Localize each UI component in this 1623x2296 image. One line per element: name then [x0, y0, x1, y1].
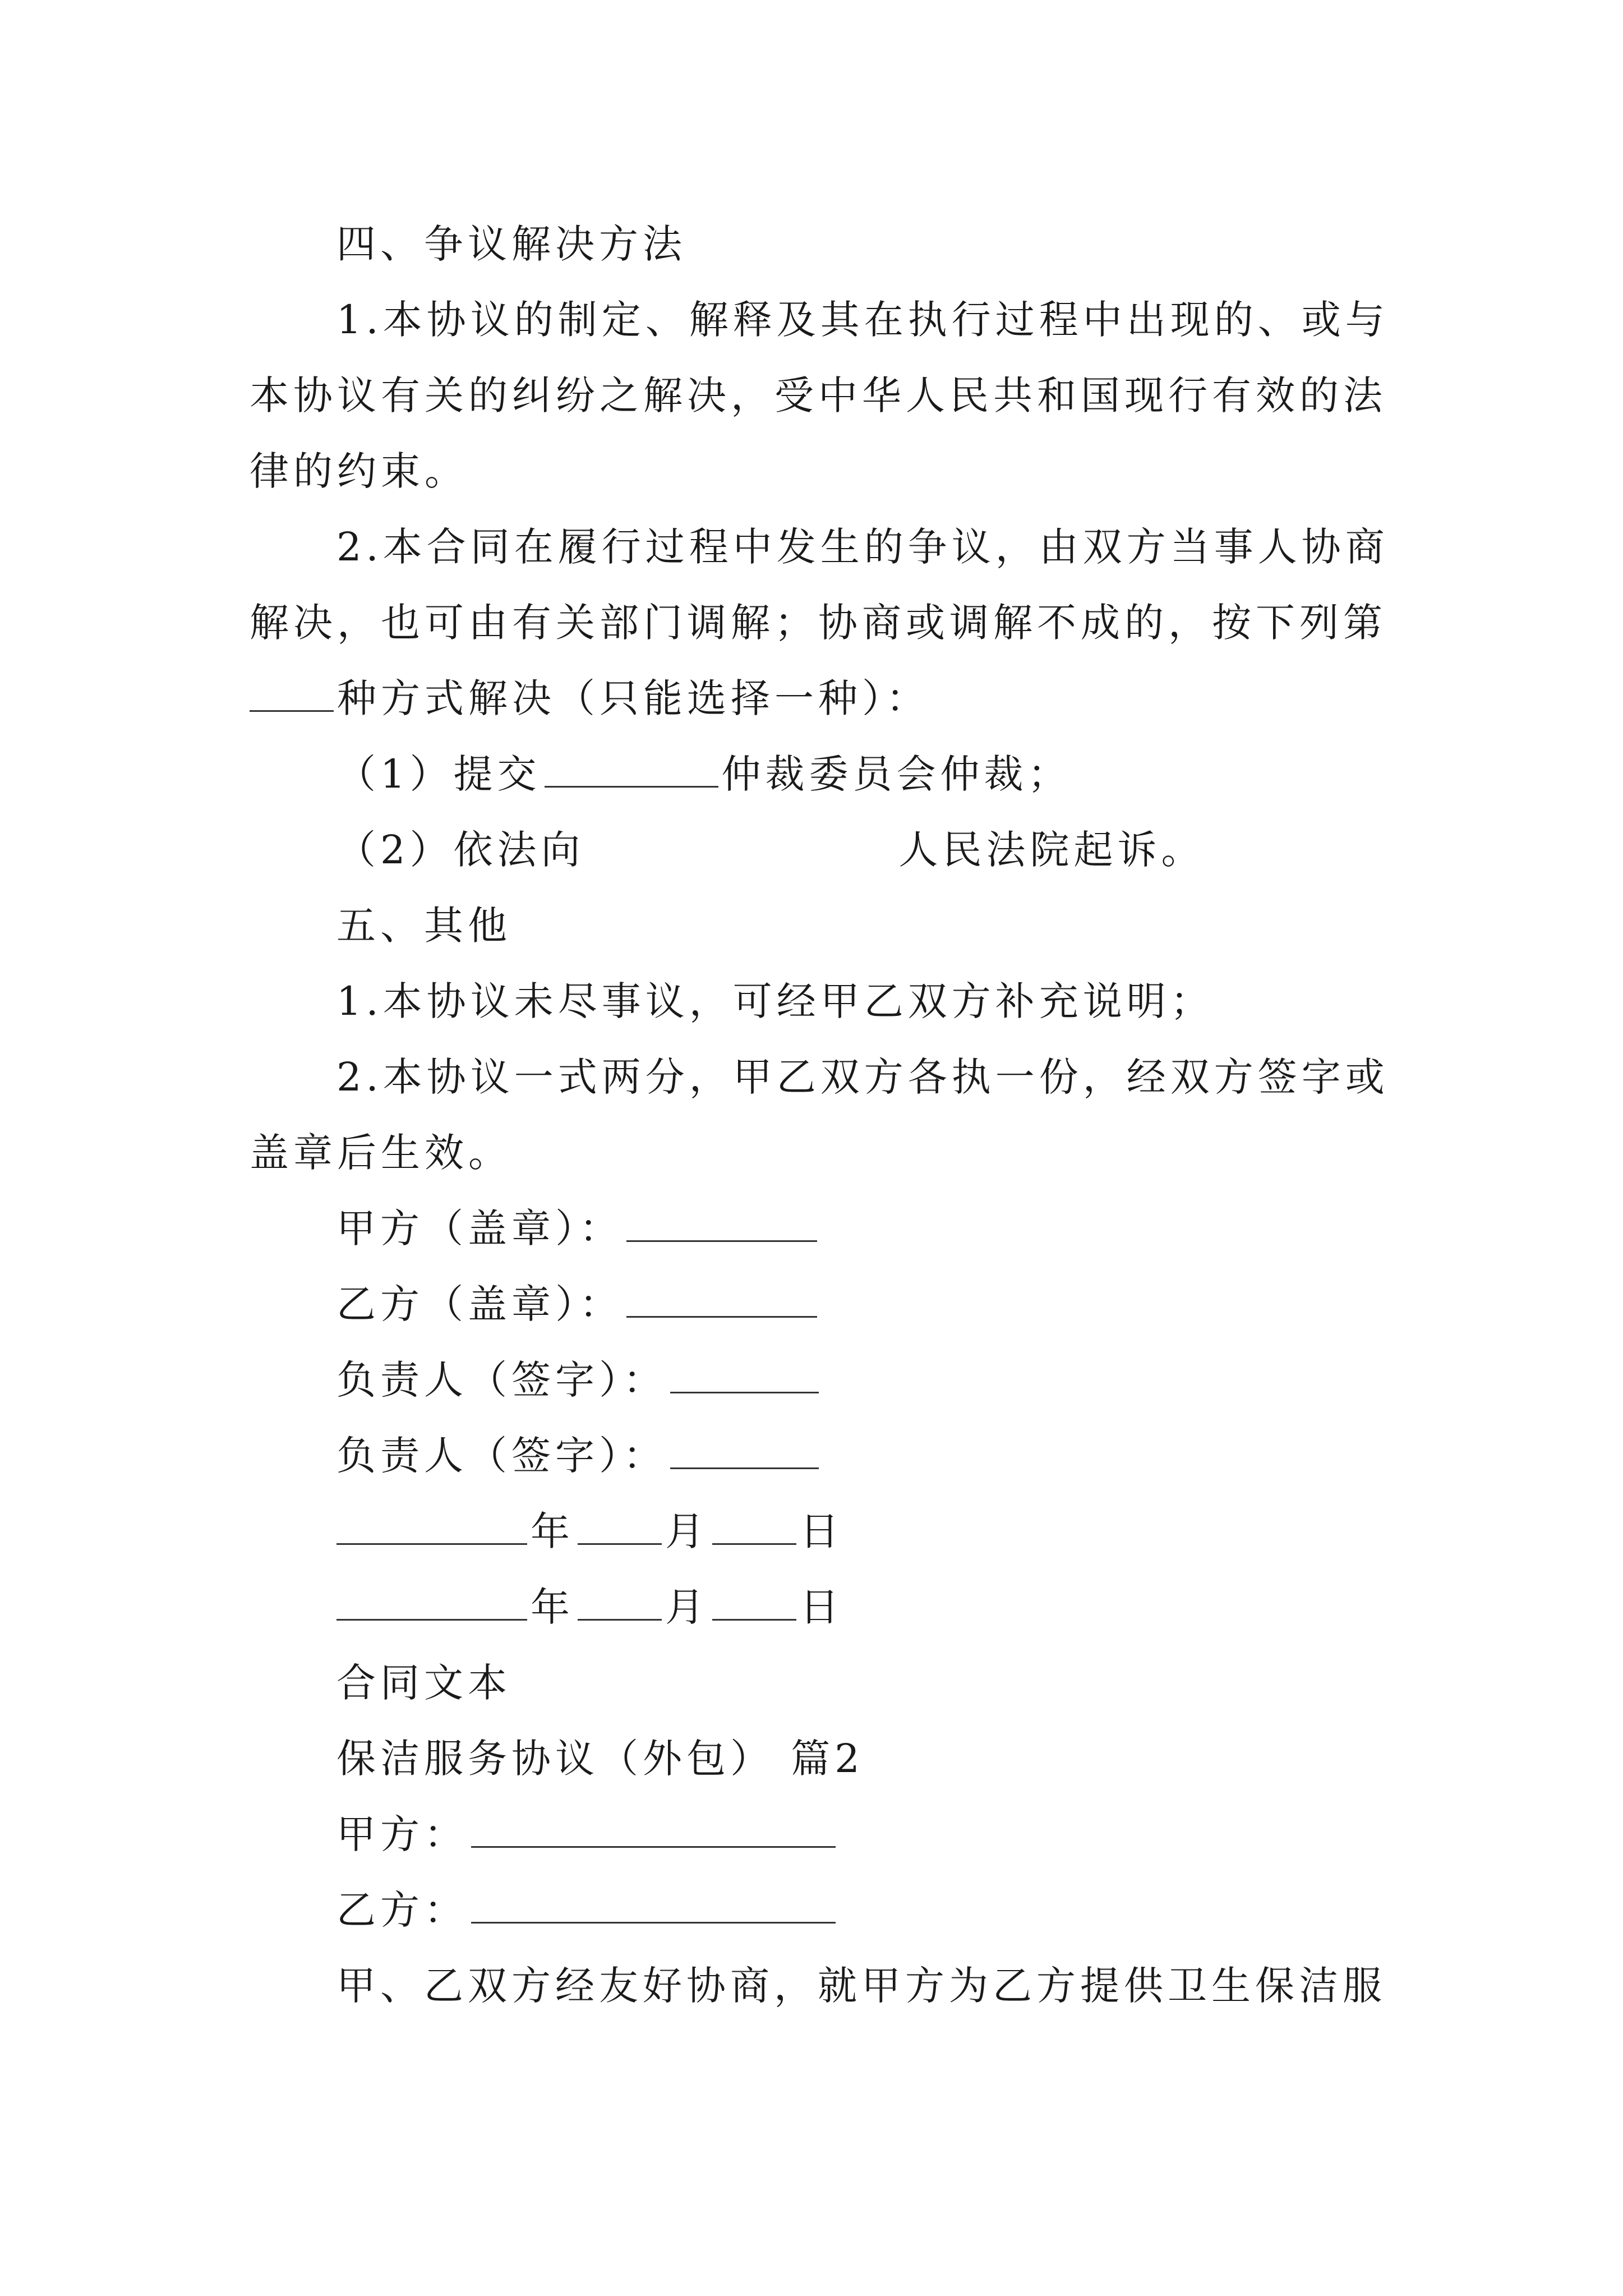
date-line-2	[336, 1579, 843, 1635]
option-2-line	[336, 822, 1205, 878]
s4-clause-2-line-1: 2.本合同在履行过程中发生的争议，由双方当事人协商	[336, 524, 1389, 570]
s5-clause-2-line-1: 2.本协议一式两分，甲乙双方各执一份，经双方签字或	[336, 1054, 1389, 1100]
contract-text-label: 合同文本	[336, 1660, 511, 1706]
party-b-seal-line	[336, 1276, 820, 1332]
responsible-2-label: 负责人（签字）：	[336, 1433, 667, 1479]
s5-clause-1: 1.本协议未尽事议，可经甲乙双方补充说明；	[336, 978, 1214, 1024]
party-a-seal-label: 甲方（盖章）：	[336, 1205, 623, 1251]
date-1-year-blank	[336, 1506, 527, 1545]
party-a-label: 甲方：	[336, 1811, 468, 1857]
s4-clause-1-line-3: 律的约束。	[250, 448, 468, 494]
s4-clause-2-line-3	[250, 670, 930, 726]
date-2-day-blank	[712, 1582, 796, 1621]
party-a-blank	[471, 1809, 836, 1848]
s4-clause-1-line-2: 本协议有关的纠纷之解决，受中华人民共和国现行有效的法	[250, 372, 1387, 418]
s4-clause-2-line-2: 解决，也可由有关部门调解；协商或调解不成的，按下列第	[250, 600, 1387, 646]
option-2-prefix: （2）依法向	[336, 827, 585, 873]
party-b-line	[336, 1882, 839, 1938]
date-1-year-label: 年	[531, 1508, 574, 1554]
party-a-line	[336, 1806, 839, 1862]
option-1-line	[336, 746, 1072, 802]
option-1-suffix: 仲裁委员会仲裁；	[721, 751, 1072, 797]
date-1-month-label: 月	[665, 1508, 709, 1554]
section-4-heading: 四、争议解决方法	[336, 221, 686, 267]
party-a-seal-blank	[626, 1203, 817, 1242]
s4-clause-1-line-1: 1.本协议的制定、解释及其在执行过程中出现的、或与	[336, 297, 1389, 343]
responsible-1-label: 负责人（签字）：	[336, 1357, 667, 1403]
option-1-prefix: （1）提交	[336, 751, 541, 797]
party-b-blank	[471, 1885, 836, 1924]
date-2-day-label: 日	[800, 1584, 843, 1630]
responsible-1-blank	[670, 1355, 819, 1393]
date-2-month-label: 月	[665, 1584, 709, 1630]
party-b-seal-label: 乙方（盖章）：	[336, 1281, 623, 1327]
next-agreement-title: 保洁服务协议（外包） 篇2	[336, 1736, 864, 1782]
date-2-year-label: 年	[531, 1584, 574, 1630]
date-1-day-label: 日	[800, 1508, 843, 1554]
s5-clause-2-line-2: 盖章后生效。	[250, 1130, 512, 1176]
responsible-2-line	[336, 1428, 822, 1484]
responsible-2-blank	[670, 1430, 819, 1469]
s4-clause-2-line-3-text: 种方式解决（只能选择一种）：	[337, 675, 930, 721]
arbitration-blank	[545, 749, 718, 788]
date-2-month-blank	[578, 1582, 662, 1621]
party-a-seal-line	[336, 1200, 820, 1257]
date-2-year-blank	[336, 1582, 527, 1621]
party-b-seal-blank	[626, 1279, 817, 1318]
intro-paragraph-line: 甲、乙双方经友好协商，就甲方为乙方提供卫生保洁服	[336, 1963, 1386, 2009]
responsible-1-line	[336, 1352, 822, 1408]
date-1-day-blank	[712, 1506, 796, 1545]
party-b-label: 乙方：	[336, 1887, 468, 1933]
option-2-suffix: 人民法院起诉。	[898, 827, 1205, 873]
method-choice-blank	[250, 673, 334, 712]
date-1-month-blank	[578, 1506, 662, 1545]
section-5-heading: 五、其他	[336, 903, 511, 949]
date-line-1	[336, 1503, 843, 1559]
